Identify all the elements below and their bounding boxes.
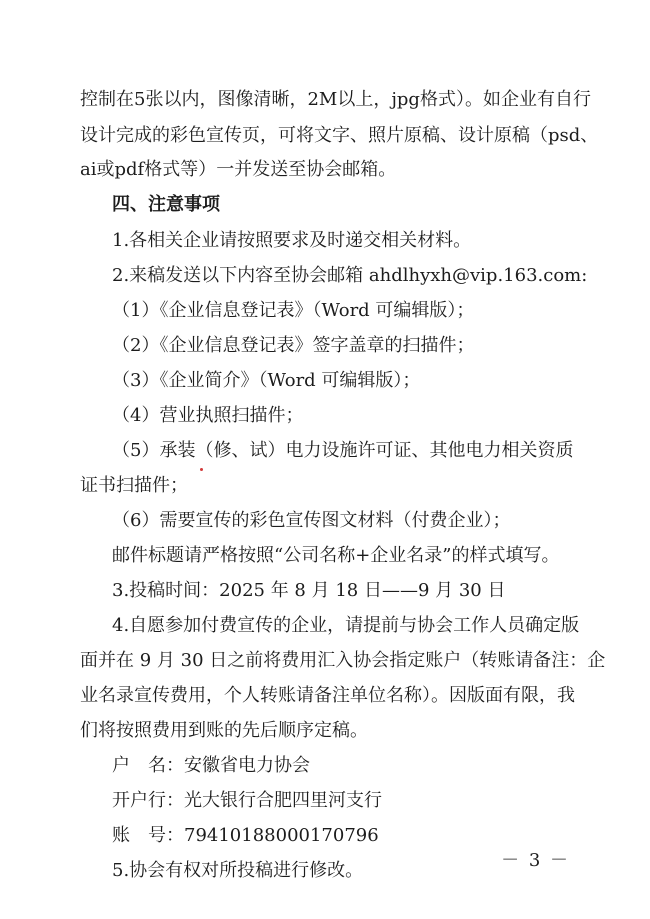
account-name-line: 户 名：安徽省电力协会 [112,755,310,776]
body-line-3: ai或pdf格式等）一并发送至协会邮箱。 [80,159,397,180]
account-number-line: 账 号：79410188000170796 [112,825,379,846]
list-item-2: （2）《企业信息登记表》签字盖章的扫描件； [112,335,475,356]
body-line-23: 5.协会有权对所投稿进行修改。 [112,860,364,881]
body-line-18: 业名录宣传费用，个人转账请备注单位名称）。因版面有限，我 [80,685,575,706]
body-line-19: 们将按照费用到账的先后顺序定稿。 [80,720,368,741]
list-item-3: （3）《企业简介》（Word 可编辑版）； [112,370,421,391]
page-number: － 3 － [501,850,570,871]
body-line-5: 1.各相关企业请按照要求及时递交相关材料。 [112,230,472,251]
body-line-16: 4.自愿参加付费宣传的企业，请提前与协会工作人员确定版 [112,615,580,636]
list-item-4: （4）营业执照扫描件； [112,405,304,426]
body-line-14: 邮件标题请严格按照“公司名称+企业名录”的样式填写。 [112,545,560,566]
body-line-17: 面并在 9 月 30 日之前将费用汇入协会指定账户（转账请备注：企 [80,650,606,671]
body-line-15: 3.投稿时间：2025 年 8 月 18 日——9 月 30 日 [112,580,506,601]
body-line-1: 控制在5张以内，图像清晰，2M以上，jpg格式）。如企业有自行 [80,89,591,110]
red-mark-dot [200,468,203,471]
account-bank-line: 开户行：光大银行合肥四里河支行 [112,790,382,811]
body-line-2: 设计完成的彩色宣传页，可将文字、照片原稿、设计原稿（psd、 [80,125,599,146]
list-item-5-cont: 证书扫描件； [80,475,188,496]
list-item-1: （1）《企业信息登记表》（Word 可编辑版）； [112,300,475,321]
section-heading-notes: 四、注意事项 [112,194,220,215]
list-item-5: （5）承装（修、试）电力设施许可证、其他电力相关资质 [112,440,574,461]
body-line-6: 2.来稿发送以下内容至协会邮箱 ahdlhyxh@vip.163.com: [112,265,588,286]
list-item-6: （6）需要宣传的彩色宣传图文材料（付费企业）； [112,510,511,531]
